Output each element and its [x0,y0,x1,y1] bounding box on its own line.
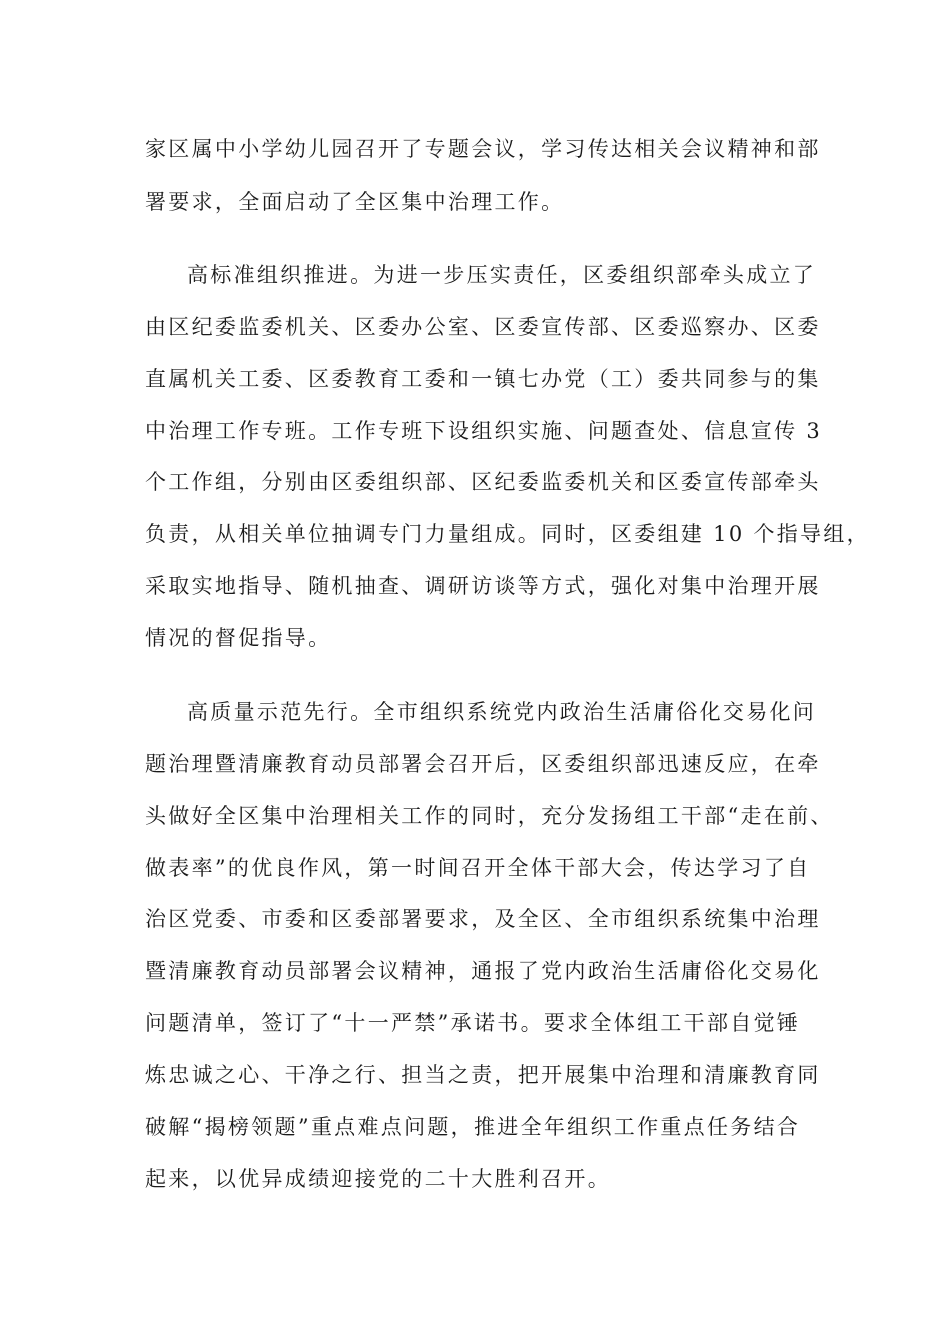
paragraph-2-line-3: 直属机关工委、区委教育工委和一镇七办党（工）委共同参与的集 [145,367,821,391]
paragraph-3-line-6: 暨清廉教育动员部署会议精神，通报了党内政治生活庸俗化交易化 [145,959,821,983]
paragraph-3-line-4: 做表率”的优良作风，第一时间召开全体干部大会，传达学习了自 [145,856,811,880]
paragraph-3-line-5: 治区党委、市委和区委部署要求，及全区、全市组织系统集中治理 [145,907,821,931]
paragraph-3-line-3: 头做好全区集中治理相关工作的同时，充分发扬组工干部“走在前、 [145,804,834,828]
paragraph-2-line-4: 中治理工作专班。工作专班下设组织实施、问题查处、信息宣传 3 [145,419,823,443]
paragraph-2-line-2: 由区纪委监委机关、区委办公室、区委宣传部、区委巡察办、区委 [145,315,821,339]
paragraph-3-line-8: 炼忠诚之心、干净之行、担当之责，把开展集中治理和清廉教育同 [145,1063,821,1087]
paragraph-3-line-7: 问题清单，签订了“十一严禁”承诺书。要求全体组工干部自觉锤 [145,1011,801,1035]
paragraph-2-line-1: 高标准组织推进。为进一步压实责任，区委组织部牵头成立了 [187,263,817,287]
paragraph-3-line-2: 题治理暨清廉教育动员部署会召开后，区委组织部迅速反应，在牵 [145,752,821,776]
paragraph-3-line-10: 起来，以优异成绩迎接党的二十大胜利召开。 [145,1167,611,1191]
paragraph-1-line-2: 署要求，全面启动了全区集中治理工作。 [145,190,565,214]
paragraph-2-line-6: 负责，从相关单位抽调专门力量组成。同时，区委组建 10 个指导组， [145,522,870,546]
paragraph-3-line-9: 破解“揭榜领题”重点难点问题，推进全年组织工作重点任务结合 [145,1115,801,1139]
paragraph-2-line-8: 情况的督促指导。 [145,626,332,650]
paragraph-2-line-5: 个工作组，分别由区委组织部、区纪委监委机关和区委宣传部牵头 [145,470,821,494]
paragraph-3-line-1: 高质量示范先行。全市组织系统党内政治生活庸俗化交易化问 [187,700,817,724]
paragraph-1-line-1: 家区属中小学幼儿园召开了专题会议，学习传达相关会议精神和部 [145,137,821,161]
paragraph-2-line-7: 采取实地指导、随机抽查、调研访谈等方式，强化对集中治理开展 [145,574,821,598]
